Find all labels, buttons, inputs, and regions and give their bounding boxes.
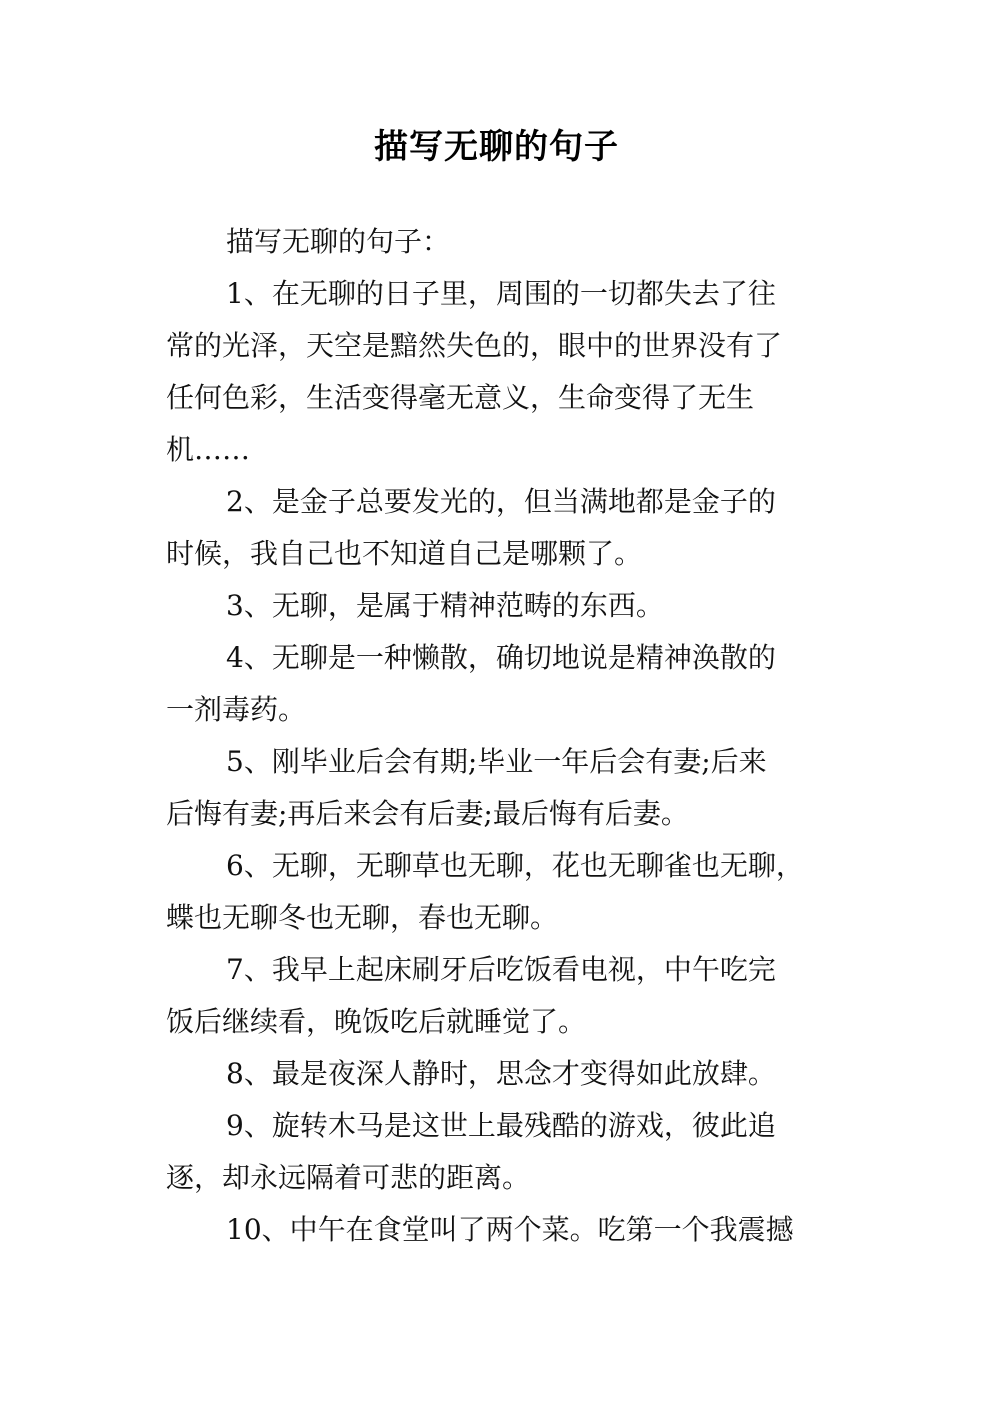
list-item-8 [166, 1048, 836, 1100]
item-line: 10、中午在食堂叫了两个菜。吃第一个我震撼 [226, 1213, 794, 1246]
item-line: 蝶也无聊冬也无聊，春也无聊。 [166, 901, 559, 934]
item-line: 2、是金子总要发光的，但当满地都是金子的 [226, 485, 776, 518]
item-line: 逐，却永远隔着可悲的距离。 [166, 1161, 531, 1194]
item-line: 3、无聊，是属于精神范畴的东西。 [226, 589, 664, 622]
document-title: 描写无聊的句子 [374, 127, 619, 167]
item-line: 任何色彩，生活变得毫无意义，生命变得了无生 [166, 381, 755, 414]
item-line: 5、刚毕业后会有期;毕业一年后会有妻;后来 [226, 745, 767, 778]
item-line: 6、无聊，无聊草也无聊，花也无聊雀也无聊， [226, 849, 804, 882]
list-item-2 [166, 476, 836, 580]
item-line: 后悔有妻;再后来会有后妻;最后悔有后妻。 [166, 797, 689, 830]
list-item-5 [166, 736, 836, 840]
list-item-7 [166, 944, 836, 1048]
item-line: 常的光泽，天空是黯然失色的，眼中的世界没有了 [166, 329, 783, 362]
item-line: 1、在无聊的日子里，周围的一切都失去了往 [226, 277, 776, 310]
item-line: 一剂毒药。 [166, 693, 307, 726]
list-item-4 [166, 632, 836, 736]
item-line: 9、旋转木马是这世上最残酷的游戏，彼此追 [226, 1109, 776, 1142]
document-body [166, 216, 836, 1256]
item-line: 饭后继续看，晚饭吃后就睡觉了。 [166, 1005, 587, 1038]
item-line: 时候，我自己也不知道自己是哪颗了。 [166, 537, 643, 570]
item-line: 机…… [166, 433, 251, 466]
list-item-9 [166, 1100, 836, 1204]
item-line: 8、最是夜深人静时，思念才变得如此放肆。 [226, 1057, 776, 1090]
item-line: 7、我早上起床刷牙后吃饭看电视，中午吃完 [226, 953, 776, 986]
intro-line: 描写无聊的句子： [226, 225, 451, 258]
list-item-10 [166, 1204, 836, 1256]
list-item-6 [166, 840, 836, 944]
list-item-1 [166, 268, 836, 476]
item-line: 4、无聊是一种懒散，确切地说是精神涣散的 [226, 641, 776, 674]
list-item-3 [166, 580, 836, 632]
